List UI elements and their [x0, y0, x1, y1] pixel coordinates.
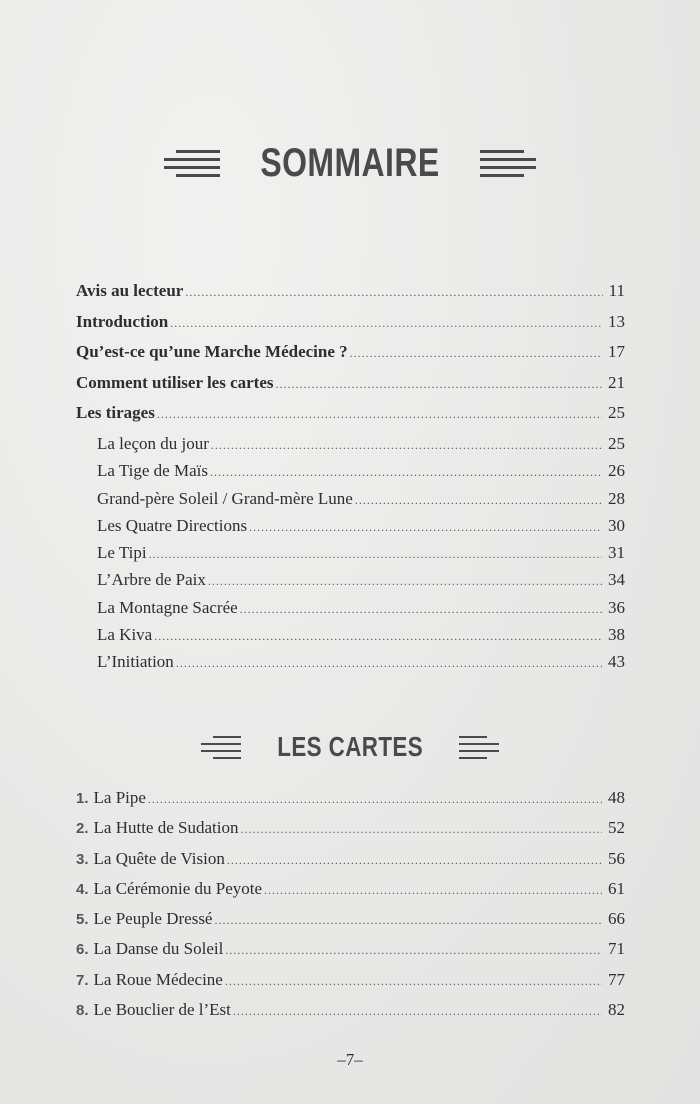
- entry-label: Les tirages: [76, 403, 155, 423]
- toc-entry: [76, 434, 625, 461]
- toc-entry: [76, 281, 625, 312]
- sommaire-heading: [0, 141, 700, 186]
- entry-label: L’Initiation: [97, 652, 174, 672]
- toc-entry: [76, 849, 625, 879]
- entry-page: 82: [608, 1000, 625, 1020]
- page-title: SOMMAIRE: [260, 141, 440, 185]
- dot-leader: [149, 547, 602, 562]
- toc-entry: [76, 909, 625, 939]
- entry-page: 34: [608, 570, 625, 590]
- toc-entry: [76, 652, 625, 679]
- toc-entry: [76, 403, 625, 434]
- entry-page: 25: [608, 403, 625, 423]
- dot-leader: [176, 656, 602, 671]
- toc-entry: [76, 489, 625, 516]
- entry-label: Les Quatre Directions: [97, 515, 248, 535]
- toc-entry: [76, 312, 625, 343]
- dot-leader: [240, 822, 602, 837]
- card-number: 5.: [76, 911, 89, 929]
- decorative-lines-icon: [201, 736, 241, 759]
- entry-label: La Roue Médecine: [93, 969, 223, 989]
- toc-entry: [76, 543, 625, 570]
- toc-entry: [76, 879, 625, 909]
- entry-page: 38: [608, 625, 625, 645]
- toc-entry: [76, 939, 625, 969]
- entry-label: La Kiva: [97, 625, 153, 645]
- entry-page: 52: [608, 818, 625, 838]
- dot-leader: [157, 407, 602, 422]
- toc-entry: [76, 788, 625, 818]
- entry-page: 17: [608, 342, 625, 362]
- entry-label: Grand-père Soleil / Grand-mère Lune: [97, 488, 353, 508]
- entry-label: La Cérémonie du Peyote: [93, 878, 263, 898]
- entry-label: Le Peuple Dressé: [93, 909, 213, 929]
- page-number: –7–: [337, 1050, 363, 1069]
- entry-label: Avis au lecteur: [76, 281, 184, 300]
- entry-page: 77: [608, 969, 625, 989]
- card-number: 4.: [76, 880, 89, 898]
- toc-entry: [76, 373, 625, 404]
- dot-leader: [227, 853, 602, 868]
- cartes-heading: [0, 731, 700, 763]
- entry-page: 28: [608, 488, 625, 508]
- dot-leader: [154, 629, 602, 644]
- dot-leader: [170, 316, 602, 331]
- decorative-lines-icon: [480, 150, 536, 177]
- section-title: LES CARTES: [277, 731, 423, 762]
- entry-page: 13: [608, 311, 625, 331]
- dot-leader: [210, 465, 602, 480]
- entry-page: 25: [608, 433, 625, 453]
- entry-page: 21: [608, 372, 625, 392]
- card-number: 8.: [76, 1002, 89, 1020]
- dot-leader: [148, 792, 602, 807]
- dot-leader: [249, 520, 602, 535]
- dot-leader: [211, 438, 602, 453]
- entry-label: Comment utiliser les cartes: [76, 372, 274, 392]
- dot-leader: [350, 346, 602, 361]
- decorative-lines-icon: [164, 150, 220, 177]
- dot-leader: [276, 377, 603, 392]
- toc-entry: [76, 570, 625, 597]
- dot-leader: [185, 285, 602, 300]
- card-number: 2.: [76, 820, 89, 838]
- entry-label: Introduction: [76, 311, 169, 331]
- entry-page: 66: [608, 909, 625, 929]
- entry-page: 48: [608, 788, 625, 807]
- dot-leader: [225, 943, 602, 958]
- toc-main: [76, 281, 625, 680]
- toc-entry: [76, 461, 625, 488]
- dot-leader: [240, 602, 602, 617]
- entry-page: 31: [608, 543, 625, 563]
- entry-label: Qu’est-ce qu’une Marche Médecine ?: [76, 342, 348, 362]
- toc-entry: [76, 342, 625, 373]
- toc-entry: [76, 598, 625, 625]
- entry-page: 43: [608, 652, 625, 672]
- entry-page: 36: [608, 597, 625, 617]
- dot-leader: [225, 974, 602, 989]
- entry-page: 26: [608, 461, 625, 481]
- entry-page: 11: [608, 281, 625, 300]
- entry-label: La Tige de Maïs: [97, 461, 208, 481]
- card-number: 7.: [76, 971, 89, 989]
- entry-page: 30: [608, 515, 625, 535]
- entry-label: L’Arbre de Paix: [97, 570, 206, 590]
- card-number: 1.: [76, 790, 89, 807]
- card-number: 6.: [76, 941, 89, 959]
- entry-label: La Montagne Sacrée: [97, 597, 238, 617]
- entry-page: 71: [608, 939, 625, 959]
- entry-page: 61: [608, 878, 625, 898]
- entry-label: La Pipe: [93, 788, 146, 807]
- card-number: 3.: [76, 850, 89, 868]
- entry-page: 56: [608, 848, 625, 868]
- toc-entry: [76, 625, 625, 652]
- dot-leader: [214, 913, 602, 928]
- dot-leader: [355, 493, 602, 508]
- toc-entry: [76, 1000, 625, 1030]
- entry-label: La leçon du jour: [97, 433, 209, 453]
- toc-cards: [76, 788, 625, 1030]
- toc-entry: [76, 516, 625, 543]
- entry-label: La Danse du Soleil: [93, 939, 224, 959]
- dot-leader: [264, 883, 602, 898]
- dot-leader: [233, 1004, 602, 1019]
- entry-label: Le Tipi: [97, 543, 147, 563]
- entry-label: Le Bouclier de l’Est: [93, 1000, 231, 1020]
- entry-label: La Quête de Vision: [93, 848, 225, 868]
- toc-entry: [76, 818, 625, 848]
- toc-entry: [76, 970, 625, 1000]
- dot-leader: [208, 574, 602, 589]
- decorative-lines-icon: [459, 736, 499, 759]
- entry-label: La Hutte de Sudation: [93, 818, 239, 838]
